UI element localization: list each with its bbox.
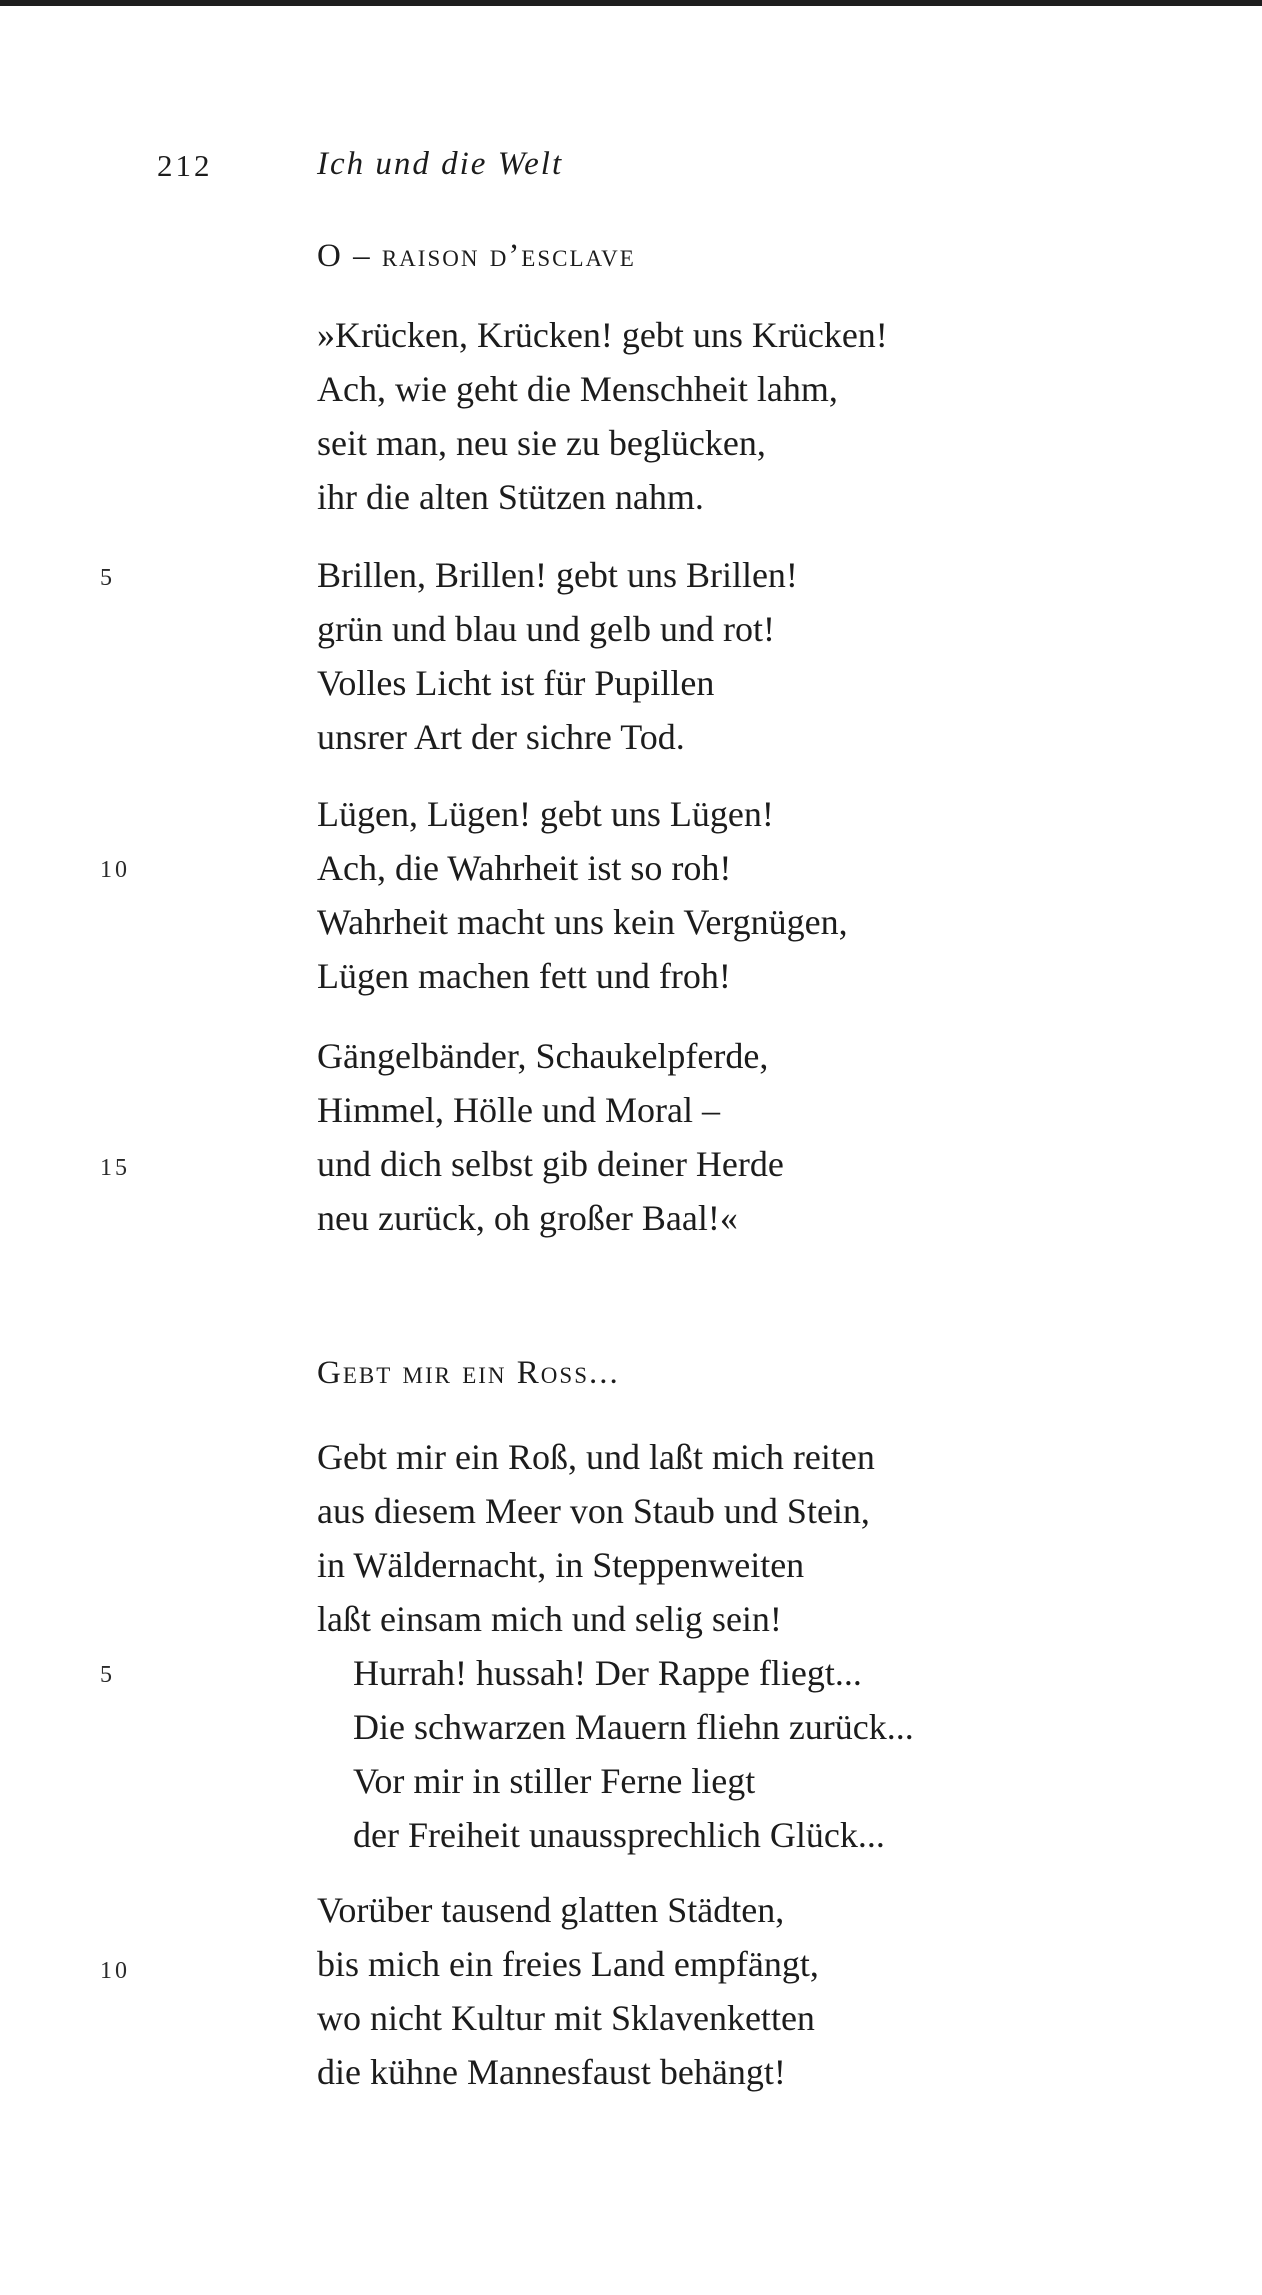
line-number: 5: [100, 565, 115, 591]
verse-line: neu zurück, oh großer Baal!«: [317, 1198, 738, 1238]
verse-line: Ach, die Wahrheit ist so roh!: [317, 848, 732, 888]
page-number: 212: [157, 148, 213, 183]
verse-line: Gebt mir ein Roß, und laßt mich reiten: [317, 1437, 875, 1477]
verse-line: die kühne Mannesfaust behängt!: [317, 2052, 786, 2092]
verse-line: Lügen machen fett und froh!: [317, 956, 731, 996]
poem2-stanza-2: [317, 1883, 819, 2099]
poem1-stanza-3: [317, 787, 848, 1003]
line-number: 10: [100, 1958, 130, 1984]
line-number: 5: [100, 1662, 115, 1688]
verse-line: Himmel, Hölle und Moral –: [317, 1090, 720, 1130]
verse-line: bis mich ein freies Land empfängt,: [317, 1944, 819, 1984]
verse-line: Vor mir in stiller Ferne liegt: [353, 1761, 756, 1801]
verse-line: Gängelbänder, Schaukelpferde,: [317, 1036, 769, 1076]
verse-line: Brillen, Brillen! gebt uns Brillen!: [317, 555, 798, 595]
verse-line: ihr die alten Stützen nahm.: [317, 477, 704, 517]
poem1-stanza-1: [317, 308, 888, 524]
verse-line: in Wäldernacht, in Steppenweiten: [317, 1545, 805, 1585]
verse-line: Ach, wie geht die Menschheit lahm,: [317, 369, 838, 409]
verse-line: Die schwarzen Mauern fliehn zurück...: [353, 1707, 914, 1747]
verse-line: grün und blau und gelb und rot!: [317, 609, 775, 649]
poem1-stanza-2: [317, 548, 798, 764]
running-title: Ich und die Welt: [317, 146, 564, 182]
verse-line: Volles Licht ist für Pupillen: [317, 663, 715, 703]
poem2-stanza-1: [317, 1430, 914, 1862]
verse-line: der Freiheit unaussprechlich Glück...: [353, 1815, 885, 1855]
verse-line: unsrer Art der sichre Tod.: [317, 717, 685, 757]
verse-line: Hurrah! hussah! Der Rappe fliegt...: [353, 1653, 862, 1693]
verse-line: aus diesem Meer von Staub und Stein,: [317, 1491, 870, 1531]
poem-title-gebt-mir-ein-ross: Gebt mir ein Ross...: [317, 1355, 620, 1391]
verse-line: seit man, neu sie zu beglücken,: [317, 423, 766, 463]
verse-line: wo nicht Kultur mit Sklavenketten: [317, 1998, 815, 2038]
page-header: [0, 148, 1262, 198]
poem-title-raison-desclave: O – raison d’esclave: [317, 238, 636, 274]
line-number: 10: [100, 857, 130, 883]
top-border-rule: [0, 0, 1262, 6]
line-number: 15: [100, 1155, 130, 1181]
verse-line: »Krücken, Krücken! gebt uns Krücken!: [317, 315, 888, 355]
verse-line: Wahrheit macht uns kein Vergnügen,: [317, 902, 848, 942]
poem1-stanza-4: [317, 1029, 784, 1245]
verse-line: Lügen, Lügen! gebt uns Lügen!: [317, 794, 774, 834]
verse-line: laßt einsam mich und selig sein!: [317, 1599, 782, 1639]
verse-line: und dich selbst gib deiner Herde: [317, 1144, 784, 1184]
verse-line: Vorüber tausend glatten Städten,: [317, 1890, 785, 1930]
